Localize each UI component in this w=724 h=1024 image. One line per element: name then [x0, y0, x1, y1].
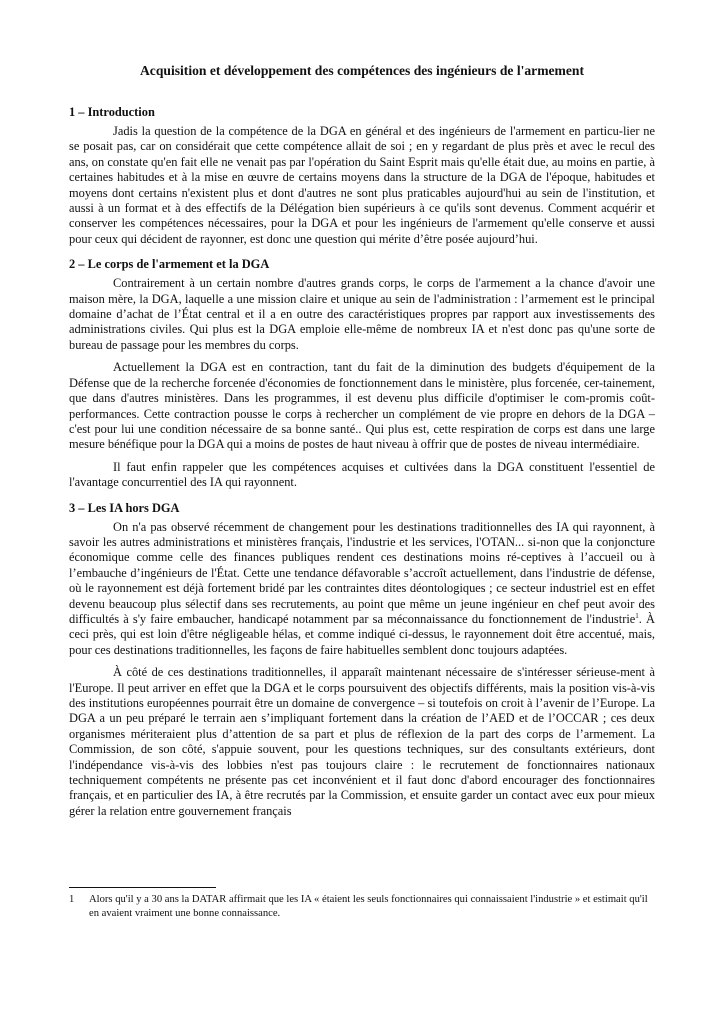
paragraph: Contrairement à un certain nombre d'autres grands corps, le corps de l'armement a la chance d'avoir une maison mère, la DGA, laquelle a une mission claire et unique au sein de l'administration : l’armement est le principal domaine d’achat de l’État central et il a en outre des caractéristiques propres par rapport aux investissements des administrations civiles. Qui plus est la DGA emploie elle-même de nombreux IA et n'est donc pas qu'une sorte de bureau de passage pour les membres du corps.	[69, 276, 655, 352]
footnote-text: Alors qu'il y a 30 ans la DATAR affirmait que les IA « étaient les seuls fonctionnaires qui connaissaient l'industrie » et estimait qu'il en avaient vraiment une bonne connaissance.	[89, 894, 648, 919]
paragraph: Actuellement la DGA est en contraction, tant du fait de la diminution des budgets d'équipement de la Défense que de la recherche forcenée d'économies de fonctionnement dans le ministère, plus forcenée, cer-tainement, que dans d'autres ministères. Dans les programmes, il est devenu plus difficile d'optimiser le com-promis coût-performances. Cette contraction pousse le corps à rechercher un complément de vie propre en dehors de la DGA – c'est pour lui une condition nécessaire de sa bonne santé.. Qui plus est, cette respiration de corps est dans une large mesure bénéfique pour la DGA qui a moins de postes de haut niveau à offrir que de postes de niveau intermédiaire.	[69, 360, 655, 452]
document-page	[69, 62, 655, 826]
section-heading-corps-armement: 2 – Le corps de l'armement et la DGA	[69, 257, 270, 272]
footnote-number: 1	[69, 894, 75, 905]
paragraph-with-footnote	[69, 520, 655, 659]
footnote-separator	[69, 887, 216, 888]
paragraph: À côté de ces destinations traditionnelles, il apparaît maintenant nécessaire de s'intéresser sérieuse-ment à l'Europe. Il peut arriver en effet que la DGA et le corps poursuivent des objectifs différents, mais la position vis-à-vis des institutions européennes pourrait être un domaine de convergence – si toutefois on croit à l’avenir de l’Europe. La DGA a un peu préparé le terrain aen s’impliquant fortement dans la création de l’AED et de l’OCCAR ; ces deux organismes mériteraient plus d’attention de sa part et plus de réflexion de la part des corps de l’armement. La Commission, de son côté, s'appuie souvent, pour les questions techniques, sur des consultants extérieurs, dont l'indépendance vis-à-vis des lobbies n'est pas toujours claire : le recrutement de fonctionnaires nationaux techniquement compétents ne présente pas cet inconvénient et il faut donc d'abord encourager des fonctionnaires français, et en particulier des IA, à être recrutés par la Commission, et ensuite garder un contact avec eux pour mieux gérer la relation entre gouvernement français	[69, 665, 655, 818]
footnote-reference[interactable]: 1	[635, 611, 639, 620]
paragraph-text-continued: . À ceci près, qui est loin d'être négligeable hélas, et comme indiqué ci-dessus, le rayonnement doit être accentué, mais, pour ces destinations traditionnelles, les façons de faire habituelles semblent donc toujours adaptées.	[69, 611, 655, 657]
paragraph-text: On n'a pas observé récemment de changement pour les destinations traditionnelles des IA qui rayonnent, à savoir les autres administrations et ministères français, l'industrie et les services, l'OTAN... si-non que la conjoncture économique comme celle des finances publiques rendent ces destinations moins ré-ceptives à l’accueil ou à l’embauche d’ingénieurs de l'État. Cette une tendance défavorable s’accroît actuellement, dans l'industrie de défense, où le rayonnement est déjà fortement bridé par les contraintes dites déontologiques ; ce secteur industriel est en effet devenu beaucoup plus sélectif dans ses recrutements, au point que même un jeune ingénieur en chef peut avoir des difficultés à s'y faire embaucher, handicapé notamment par sa méconnaissance du fonctionnement de l'industrie	[69, 519, 655, 626]
paragraph: Il faut enfin rappeler que les compétences acquises et cultivées dans la DGA constituent l'essentiel de l'avantage concurrentiel des IA qui rayonnent.	[69, 459, 655, 490]
footnote	[69, 893, 655, 921]
section-heading-ia-hors-dga: 3 – Les IA hors DGA	[69, 500, 180, 515]
section-heading-introduction: 1 – Introduction	[69, 105, 155, 119]
document-title: Acquisition et développement des compétences des ingénieurs de l'armement	[139, 63, 584, 78]
paragraph: Jadis la question de la compétence de la DGA en général et des ingénieurs de l'armement en particu-lier ne se posait pas, car on considérait que cette compétence allait de soi ; en y regardant de plus près et avec le recul des ans, on constate qu'en fait elle ne venait pas par l'opération du Saint Esprit mais qu'elle était due, au moins en partie, à certaines habitudes et à la mise en œuvre de certains moyens dans la structure de la DGA de l'époque, habitudes et moyens dont certains n'existent plus et dont d'autres ne sont plus praticables aujourd'hui au sein de l'institution, et aussi à un format et à des effectifs de la Délégation bien supérieurs à ce qu'ils sont devenus. Comment acquérir et conserver les compétences nécessaires, pour la DGA et pour les ingénieurs de l'armement qu'elle conserve et aussi pour ceux qui décident de rayonner, est donc une question qui mérite d’être posée aujourd’hui.	[69, 124, 655, 246]
